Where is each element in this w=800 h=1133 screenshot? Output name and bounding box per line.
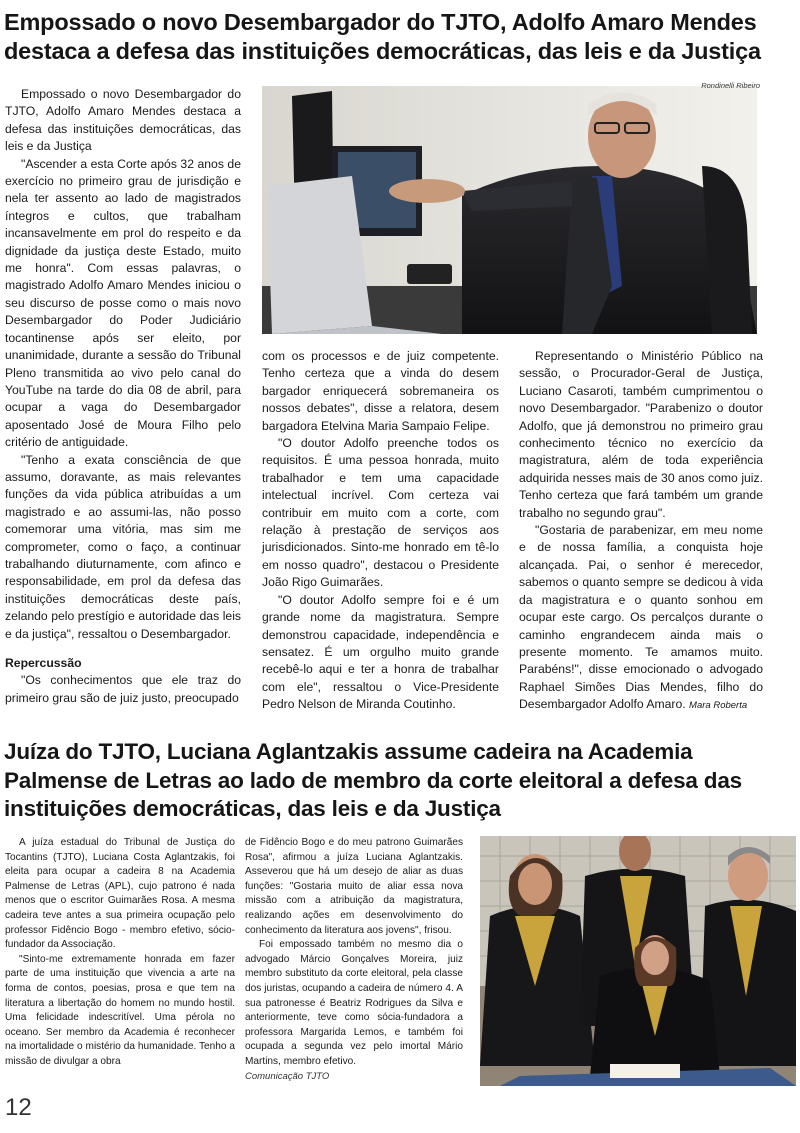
oath-photo-illustration	[262, 86, 757, 334]
article1-col1-paragraph-2: "Ascender a esta Corte após 32 anos de exercício no primeiro grau de jurisdição e nela ter assento ao lado de magistrados íntegros e cultos, que trabalham incansavelmente em prol do respeito e da dignidade da justiça deste Estado, muito me honra". Com essas palavras, o magistrado Adolfo Amaro Mendes iniciou o seu discurso de posse como o mais novo Desembargador do Poder Judiciário tocantinense após ser eleito, por unanimidade, durante a sessão do Tribunal Pleno transmitida ao vivo pelo canal do YouTube na tarde do dia 08 de abril, para ocupar a vaga do Desembargador aposentado José de Moura Filho pelo critério de antiguidade.	[5, 156, 241, 450]
article2-col2-paragraph-2: Foi empossado também no mesmo dia o advogado Márcio Gonçalves Moreira, juiz membro substituto da corte eleitoral, pela classe dos juristas, ocupando a cadeira de número 4. A sua patronesse é Beatriz Rodrigues da Silva e anteriormente, teve como sócia-fundadora a professora Margarida Lemos, e também foi ocupada a segunda vez pelo imortal Mário Martins, membro efetivo.	[245, 939, 463, 1067]
article1-col2-paragraph-3: "O doutor Adolfo sempre foi e é um grande nome da magistratura. Sempre demonstrou capacidade, independência e sensatez. É um orgulho muito grande recebê-lo aqui e ter a honra de trabalhar com ele", ressaltou o Vice-Presidente Pedro Nelson de Miranda Coutinho.	[262, 592, 499, 712]
article1-column-3	[519, 348, 763, 715]
article1-column-1	[5, 86, 241, 707]
article1-col3-paragraph-2-text: "Gostaria de parabenizar, em meu nome e de nossa família, a conquista hoje alcançada. Pai, o senhor é merecedor, sabemos o quanto sempre se dedicou à vida da magistratura e o quanto sonhou em ocupar este cargo. Os percalços durante o caminho engrandecem ainda mais o presente momento. Te amamos muito. Parabéns!", disse emocionado o advogado Raphael Simões Dias Mendes, filho do Desembargador Adolfo Amaro.	[519, 523, 763, 712]
article1-col1-paragraph-3: "Tenho a exata consciência de que assumo, doravante, as mais relevantes funções da vida pública atribuídas a um magistrado e ao assumi-las, não posso comemorar uma vitória, mas sim me comprometer, como o faço, a continuar trabalhando diuturnamente, com afinco e responsabilidade, em prol da defesa das instituições democráticas deste país, zelando pelo prestígio e autoridade das leis e da justiça", ressaltou o Desembargador.	[5, 452, 241, 641]
article1-col2-paragraph-1: com os processos e de juiz competente. Tenho certeza que a vinda do desem bargador enriquecerá sobremaneira os nossos debates", disse a relatora, desem bargadora Etelvina Maria Sampaio Felipe.	[262, 349, 499, 433]
article2-col1-paragraph-2: "Sinto-me extremamente honrada em fazer parte de uma instituição que vivencia a arte na forma de contos, poesias, prosa e que tem na literatura a libertação do homem no mundo hostil. Uma felicidade indescritível. Uma pérola no oceano. Ser membro da Academia é reconhecer na imortalidade o mistério da humanidade. Tenho a missão de divulgar a obra	[5, 953, 235, 1067]
article2-author-credit: Comunicação TJTO	[245, 1070, 330, 1082]
article1-column-2	[262, 348, 499, 714]
page-number: 12	[5, 1094, 32, 1121]
article1-headline: Empossado o novo Desembargador do TJTO, Adolfo Amaro Mendes destaca a defesa das instituições democráticas, das leis e da Justiça	[4, 9, 761, 64]
article1-col3-paragraph-2	[519, 522, 763, 714]
article1-col1-paragraph-4: "Os conhecimentos que ele traz do primeiro grau são de juiz justo, preocupado	[5, 673, 241, 705]
article1-subhead-repercussao: Repercussão	[5, 656, 82, 670]
article2-photo	[480, 836, 796, 1086]
article1-author-credit: Mara Roberta	[689, 700, 748, 712]
article2-headline: Juíza do TJTO, Luciana Aglantzakis assume cadeira na Academia Palmense de Letras ao lado de membro da corte eleitoral a defesa das instituições democráticas, das leis e da Justiça	[4, 739, 742, 821]
article1-col1-paragraph-1: Empossado o novo Desembargador do TJTO, Adolfo Amaro Mendes destaca a defesa das instituições democráticas, das leis e da Justiça	[5, 87, 241, 154]
article1-col2-paragraph-2: "O doutor Adolfo preenche todos os requisitos. É uma pessoa honrada, muito trabalhador e tem uma capacidade intelectual incrível. Com certeza vai contribuir em muito com a corte, com relação à prestação de serviços aos jurisdicionados. Sinto-me honrado em tê-lo em nosso quadro", destacou o Presidente João Rigo Guimarães.	[262, 436, 499, 590]
academy-photo-illustration	[480, 836, 796, 1086]
article2-col1-paragraph-1: A juíza estadual do Tribunal de Justiça do Tocantins (TJTO), Luciana Costa Aglantzakis, foi eleita para ocupar a cadeira 8 na Academia Palmense de Letras (APL), cujo patrono é nada menos que o escritor Guimarães Rosa. A mesma cadeira teve antes a sua primeira ocupação pelo professor Fidêncio Bogo - membro efetivo, sócio-fundador da Associação.	[5, 837, 235, 951]
article2-column-1	[5, 836, 235, 1070]
article1-col3-paragraph-1: Representando o Ministério Público na sessão, o Procurador-Geral de Justiça, Luciano Casaroti, também cumprimentou o novo Desembargador. "Parabenizo o doutor Adolfo, que já demonstrou no primeiro grau conhecimento técnico no exercício da magistratura, além de toda experiência adquirida nesses mais de 30 anos como juiz. Tenho certeza que fará também um grande trabalho no segundo grau".	[519, 349, 763, 520]
article2-column-2	[245, 836, 463, 1084]
article2-col2-paragraph-1: de Fidêncio Bogo e do meu patrono Guimarães Rosa", afirmou a juíza Luciana Aglantzakis. Asseverou que há um desejo de aliar as duas funções: "Gostaria muito de aliar essa nova missão com a atribuição da magistratura, realizando ações em desenvolvimento do conhecimento da literatura aos jovens", frisou.	[245, 837, 463, 936]
article1-photo	[262, 86, 757, 334]
article1-photo-credit: Rondinelli Ribeiro	[701, 81, 760, 90]
